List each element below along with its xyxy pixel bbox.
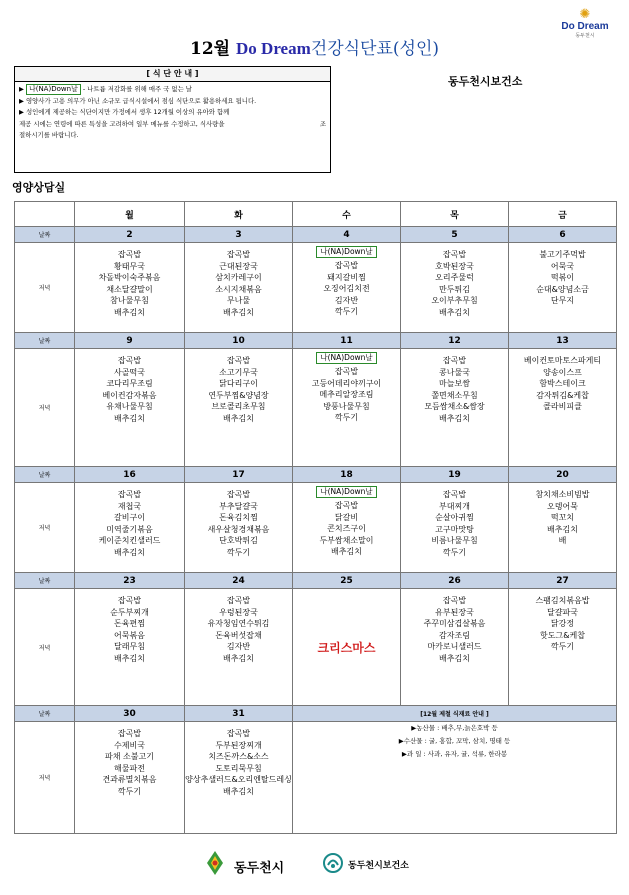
menu-item: 배추김치 <box>547 524 578 534</box>
menu-item: 사골떡국 <box>114 367 145 377</box>
menu-item: 미역줄기볶음 <box>106 524 153 534</box>
menu-item: 배 <box>558 536 567 546</box>
section-title: 영양상담실 <box>12 181 66 194</box>
menu-item: 배추김치 <box>114 413 145 423</box>
menu-cell <box>185 589 293 706</box>
date-label: 날짜 <box>15 333 75 349</box>
menu-item: 케이준치킨샐러드 <box>98 536 161 546</box>
menu-item: 잡곡밥 <box>226 596 251 605</box>
menu-item: 콜라비피클 <box>543 402 582 412</box>
menu-item: 수제비국 <box>114 740 145 750</box>
menu-item: 도토리묵무침 <box>215 763 262 773</box>
menu-item: 깍두기 <box>334 307 359 317</box>
title-main: 건강식단표 <box>310 39 393 59</box>
menu-item: 방풍나물무침 <box>323 401 370 411</box>
menu-cell <box>509 243 617 333</box>
menu-item: 깍두기 <box>334 413 359 423</box>
date-row <box>15 706 617 722</box>
menu-item: 부대찌개 <box>439 501 470 511</box>
date-label: 날짜 <box>15 227 75 243</box>
menu-item: 잡곡밥 <box>442 356 467 365</box>
holiday-cell: 크리스마스 <box>293 589 401 706</box>
menu-item: 감자튀김&케찹 <box>536 390 589 400</box>
date-cell: 26 <box>401 573 509 589</box>
menu-item: 잡곡밥 <box>226 250 251 259</box>
day-header-fri: 금 <box>509 202 617 227</box>
date-cell: 4 <box>293 227 401 243</box>
date-cell: 3 <box>185 227 293 243</box>
notice-heading: [ 식 단 안 내 ] <box>15 67 330 82</box>
date-label: 날짜 <box>15 573 75 589</box>
date-cell: 19 <box>401 467 509 483</box>
menu-item: 오리주물럭 <box>435 273 474 283</box>
menu-item: 잡곡밥 <box>334 501 359 510</box>
menu-item: 베이컨토마토스파게티 <box>523 356 602 365</box>
menu-row <box>15 589 617 706</box>
menu-item: 달걀파국 <box>547 607 578 617</box>
menu-item: 오뎅어묵 <box>547 501 578 511</box>
menu-item: 돼지갈비찜 <box>327 272 366 282</box>
menu-cell <box>75 483 185 573</box>
meal-label: 저녁 <box>15 243 75 333</box>
menu-cell <box>185 722 293 834</box>
menu-item: 스팸김치볶음밥 <box>535 596 590 605</box>
menu-item: 깍두기 <box>442 547 467 557</box>
corner-cell <box>15 202 75 227</box>
menu-item: 잡곡밥 <box>442 596 467 605</box>
dongducheon-city-logo <box>200 848 300 878</box>
date-cell: 9 <box>75 333 185 349</box>
menu-item: 고등어데리야끼구이 <box>311 378 382 388</box>
menu-item: 메추리알장조림 <box>319 390 374 400</box>
menu-item: 삼치카레구이 <box>215 273 262 283</box>
menu-item: 견과류멸치볶음 <box>102 775 157 785</box>
notice-line-1: - 나트륨 저감화를 위해 매주 국 없는 날 <box>80 85 192 93</box>
day-header-mon: 월 <box>75 202 185 227</box>
menu-item: 배추김치 <box>331 547 362 557</box>
menu-cell <box>185 349 293 467</box>
menu-item: 무나물 <box>226 296 251 306</box>
menu-row <box>15 349 617 467</box>
menu-item: 유채나물무침 <box>106 402 153 412</box>
menu-item: 잡곡밥 <box>334 261 359 270</box>
menu-item: 어묵볶음 <box>114 630 145 640</box>
notice-line-2: ▶ 영양사가 고용 의무가 아닌 소규모 급식시설에서 점심 식단으로 활용하세요 됩니다. <box>19 96 257 105</box>
menu-item: 배추김치 <box>114 307 145 317</box>
health-center-icon <box>322 852 344 874</box>
date-cell: 12 <box>401 333 509 349</box>
menu-item: 돈육편찜 <box>114 619 145 629</box>
menu-item: 잡곡밥 <box>117 250 142 259</box>
date-label: 날짜 <box>15 467 75 483</box>
menu-item: 오이부추무침 <box>431 296 478 306</box>
date-cell: 30 <box>75 706 185 722</box>
menu-notice-box: [ 식 단 안 내 ] ▶ 나(NA)Down날 - 나트륨 저감화를 위해 매주 국 없는 날 ▶ 영양사가 고용 의무가 아닌 소규모 급식시설에서 점심 식단으로 활용하세요 됩니다. ▶ 성인에게 제공하는 식단이지만 가정에서 생후 12개월 이상의 유아와 함께 제공 시에는 연령에 따른 특성을 고려하여 일부 메뉴를 수정하고, 식사량을 조 절하시기를 바랍니다. <box>14 66 331 173</box>
menu-item: 양상추샐러드&오리엔탈드레싱 <box>185 775 292 785</box>
meal-label: 저녁 <box>15 483 75 573</box>
menu-item: 차돌박이숙주볶음 <box>98 273 161 283</box>
menu-item: 순두부찌개 <box>110 607 149 617</box>
meal-label: 저녁 <box>15 589 75 706</box>
menu-item: 갈비구이 <box>114 513 145 523</box>
menu-item: 잡곡밥 <box>442 250 467 259</box>
menu-item: 순대&양념소금 <box>536 284 589 294</box>
menu-item: 유부된장국 <box>435 607 474 617</box>
menu-item: 배추김치 <box>223 786 254 796</box>
menu-item: 마늘보쌈 <box>439 379 470 389</box>
menu-cell <box>401 589 509 706</box>
seasonal-ingredients-notice <box>293 722 617 834</box>
menu-item: 잡곡밥 <box>226 729 251 738</box>
menu-item: 함박스테이크 <box>539 379 586 389</box>
menu-item: 콩나물국 <box>439 367 470 377</box>
menu-cell <box>75 349 185 467</box>
menu-item: 파채 소불고기 <box>105 752 154 762</box>
footer-health-center-name: 동두천시보건소 <box>348 861 409 871</box>
date-cell: 10 <box>185 333 293 349</box>
title-audience: (성인) <box>392 39 439 59</box>
menu-cell <box>75 589 185 706</box>
menu-item: 잡곡밥 <box>117 596 142 605</box>
menu-item: 배추김치 <box>223 413 254 423</box>
menu-item: 잡곡밥 <box>117 356 142 365</box>
menu-item: 깍두기 <box>226 547 251 557</box>
menu-item: 돈육김치찜 <box>219 513 258 523</box>
day-header-tue: 화 <box>185 202 293 227</box>
menu-item: 단호박튀김 <box>219 536 258 546</box>
health-center-logo <box>322 852 442 876</box>
date-cell: 25 <box>293 573 401 589</box>
seasonal-line: ▶농산물 : 배추,무,늙은호박 등 <box>411 724 498 732</box>
menu-item: 잡곡밥 <box>334 367 359 376</box>
menu-row <box>15 722 617 834</box>
do-dream-logo <box>555 8 615 46</box>
menu-item: 해물파전 <box>114 763 145 773</box>
date-cell: 23 <box>75 573 185 589</box>
menu-item: 베이컨감자볶음 <box>102 390 157 400</box>
menu-item: 배추김치 <box>439 307 470 317</box>
date-cell: 2 <box>75 227 185 243</box>
menu-item: 깍두기 <box>550 642 575 652</box>
menu-item: 채소달걀말이 <box>106 284 153 294</box>
menu-cell <box>75 243 185 333</box>
menu-item: 주꾸미삼겹살볶음 <box>423 619 486 629</box>
menu-item: 닭강정 <box>550 619 575 629</box>
date-row <box>15 333 617 349</box>
menu-item: 잡곡밥 <box>226 356 251 365</box>
menu-item: 고구마맛탕 <box>435 524 474 534</box>
day-header-wed: 수 <box>293 202 401 227</box>
seasonal-line: ▶수산물 : 굴, 홍합, 꼬막, 삼치, 명태 등 <box>398 737 511 745</box>
na-down-day-badge: 나(NA)Down날 <box>316 246 376 258</box>
menu-item: 깍두기 <box>117 786 142 796</box>
menu-item: 배추김치 <box>439 413 470 423</box>
footer-city-name: 동두천시 <box>234 861 285 876</box>
menu-item: 배추김치 <box>223 307 254 317</box>
menu-item: 호박된장국 <box>435 261 474 271</box>
weekday-header-row <box>15 202 617 227</box>
logo-text: Do Dream <box>561 21 609 32</box>
menu-item: 닭갈비 <box>334 512 359 522</box>
date-row <box>15 573 617 589</box>
date-row <box>15 227 617 243</box>
menu-item: 쫄면채소무침 <box>431 390 478 400</box>
menu-item: 배추김치 <box>223 653 254 663</box>
date-cell: 18 <box>293 467 401 483</box>
menu-item: 새우살청경채볶음 <box>207 524 270 534</box>
notice-line-3: ▶ 성인에게 제공하는 식단이지만 가정에서 생후 12개월 이상의 유아와 함께 <box>19 108 230 116</box>
menu-item: 참나물무침 <box>110 296 149 306</box>
menu-row <box>15 243 617 333</box>
menu-item: 감자조림 <box>439 630 470 640</box>
menu-item: 김자반 <box>226 642 251 652</box>
menu-item: 근대된장국 <box>219 261 258 271</box>
menu-cell <box>509 349 617 467</box>
menu-cell <box>293 243 401 333</box>
menu-cell <box>185 243 293 333</box>
menu-item: 콘치즈구이 <box>327 524 366 534</box>
date-row <box>15 467 617 483</box>
na-down-day-badge: 나(NA)Down날 <box>316 352 376 364</box>
menu-item: 황태무국 <box>114 261 145 271</box>
menu-item: 유자청임연수튀김 <box>207 619 270 629</box>
menu-item: 잡곡밥 <box>117 729 142 738</box>
org-name: 동두천시보건소 <box>448 75 523 88</box>
menu-item: 떡볶이 <box>550 273 575 283</box>
menu-item: 치즈돈까스&소스 <box>208 752 269 762</box>
menu-cell <box>185 483 293 573</box>
menu-table <box>14 201 617 834</box>
menu-item: 참치채소비빔밥 <box>535 490 590 499</box>
menu-item: 닭다리구이 <box>219 379 258 389</box>
sun-icon: ✺ <box>579 7 591 22</box>
menu-cell <box>293 349 401 467</box>
menu-cell <box>509 589 617 706</box>
menu-item: 잡곡밥 <box>117 490 142 499</box>
page-title <box>0 34 629 59</box>
date-cell: 16 <box>75 467 185 483</box>
menu-item: 소시지채볶음 <box>215 284 262 294</box>
menu-item: 김자반 <box>334 295 359 305</box>
menu-item: 배추김치 <box>114 653 145 663</box>
menu-item: 연두부찜&양념장 <box>208 390 269 400</box>
city-emblem-icon <box>200 848 230 878</box>
date-cell: 11 <box>293 333 401 349</box>
menu-cell <box>293 483 401 573</box>
title-brand: Do Dream <box>236 39 311 58</box>
menu-cell <box>401 483 509 573</box>
menu-item: 부추달걀국 <box>219 501 258 511</box>
menu-cell <box>401 349 509 467</box>
date-cell: 6 <box>509 227 617 243</box>
menu-item: 만두튀김 <box>439 284 470 294</box>
seasonal-notice-title: [12월 제철 식재료 안내 ] <box>293 706 617 722</box>
meal-label: 저녁 <box>15 722 75 834</box>
menu-row <box>15 483 617 573</box>
menu-item: 소고기무국 <box>219 367 258 377</box>
date-cell: 20 <box>509 467 617 483</box>
menu-item: 잡곡밥 <box>442 490 467 499</box>
menu-item: 두부된장찌개 <box>215 740 262 750</box>
date-cell: 31 <box>185 706 293 722</box>
menu-item: 불고기주먹밥 <box>539 250 586 259</box>
date-cell: 5 <box>401 227 509 243</box>
seasonal-line: ▶과 일 : 사과, 유자, 귤, 석류, 한라봉 <box>401 750 508 758</box>
menu-item: 마카로니샐러드 <box>427 642 482 652</box>
menu-cell <box>509 483 617 573</box>
day-header-thu: 목 <box>401 202 509 227</box>
date-cell: 27 <box>509 573 617 589</box>
menu-cell <box>401 243 509 333</box>
menu-cell <box>75 722 185 834</box>
date-cell: 17 <box>185 467 293 483</box>
menu-item: 달래무침 <box>114 642 145 652</box>
menu-item: 오징어김치전 <box>323 284 370 294</box>
menu-item: 모듬쌈채소&쌈장 <box>424 402 485 412</box>
logo-subtext: 동두천시 <box>575 33 595 39</box>
menu-item: 핫도그&케찹 <box>540 630 585 640</box>
menu-item: 떡꼬치 <box>550 513 575 523</box>
menu-item: 단무지 <box>550 296 575 306</box>
date-cell: 13 <box>509 333 617 349</box>
menu-item: 재첩국 <box>117 501 142 511</box>
menu-item: 돈육버섯잡채 <box>215 630 262 640</box>
menu-item: 비름나물무침 <box>431 536 478 546</box>
date-cell: 24 <box>185 573 293 589</box>
menu-item: 두부쌈채소말이 <box>319 535 374 545</box>
na-down-day-badge: 나(NA)Down날 <box>316 486 376 498</box>
menu-item: 우렁된장국 <box>219 607 258 617</box>
menu-item: 배추김치 <box>114 547 145 557</box>
meal-label: 저녁 <box>15 349 75 467</box>
notice-line-4: 제공 시에는 연령에 따른 특성을 고려하여 일부 메뉴를 수정하고, 식사량을 <box>19 119 225 128</box>
menu-item: 어묵국 <box>550 261 575 271</box>
menu-item: 양송이스프 <box>543 367 582 377</box>
date-label: 날짜 <box>15 706 75 722</box>
menu-item: 순살아귀찜 <box>435 513 474 523</box>
menu-item: 잡곡밥 <box>226 490 251 499</box>
notice-line-5: 절하시기를 바랍니다. <box>19 131 79 139</box>
menu-item: 코다리무조림 <box>106 379 153 389</box>
menu-item: 브로콜리초무침 <box>211 402 266 412</box>
notice-line-4-end: 조 <box>319 119 326 128</box>
title-month: 12월 <box>190 39 231 59</box>
menu-item: 배추김치 <box>439 653 470 663</box>
notice-badge: 나(NA)Down날 <box>26 84 81 95</box>
